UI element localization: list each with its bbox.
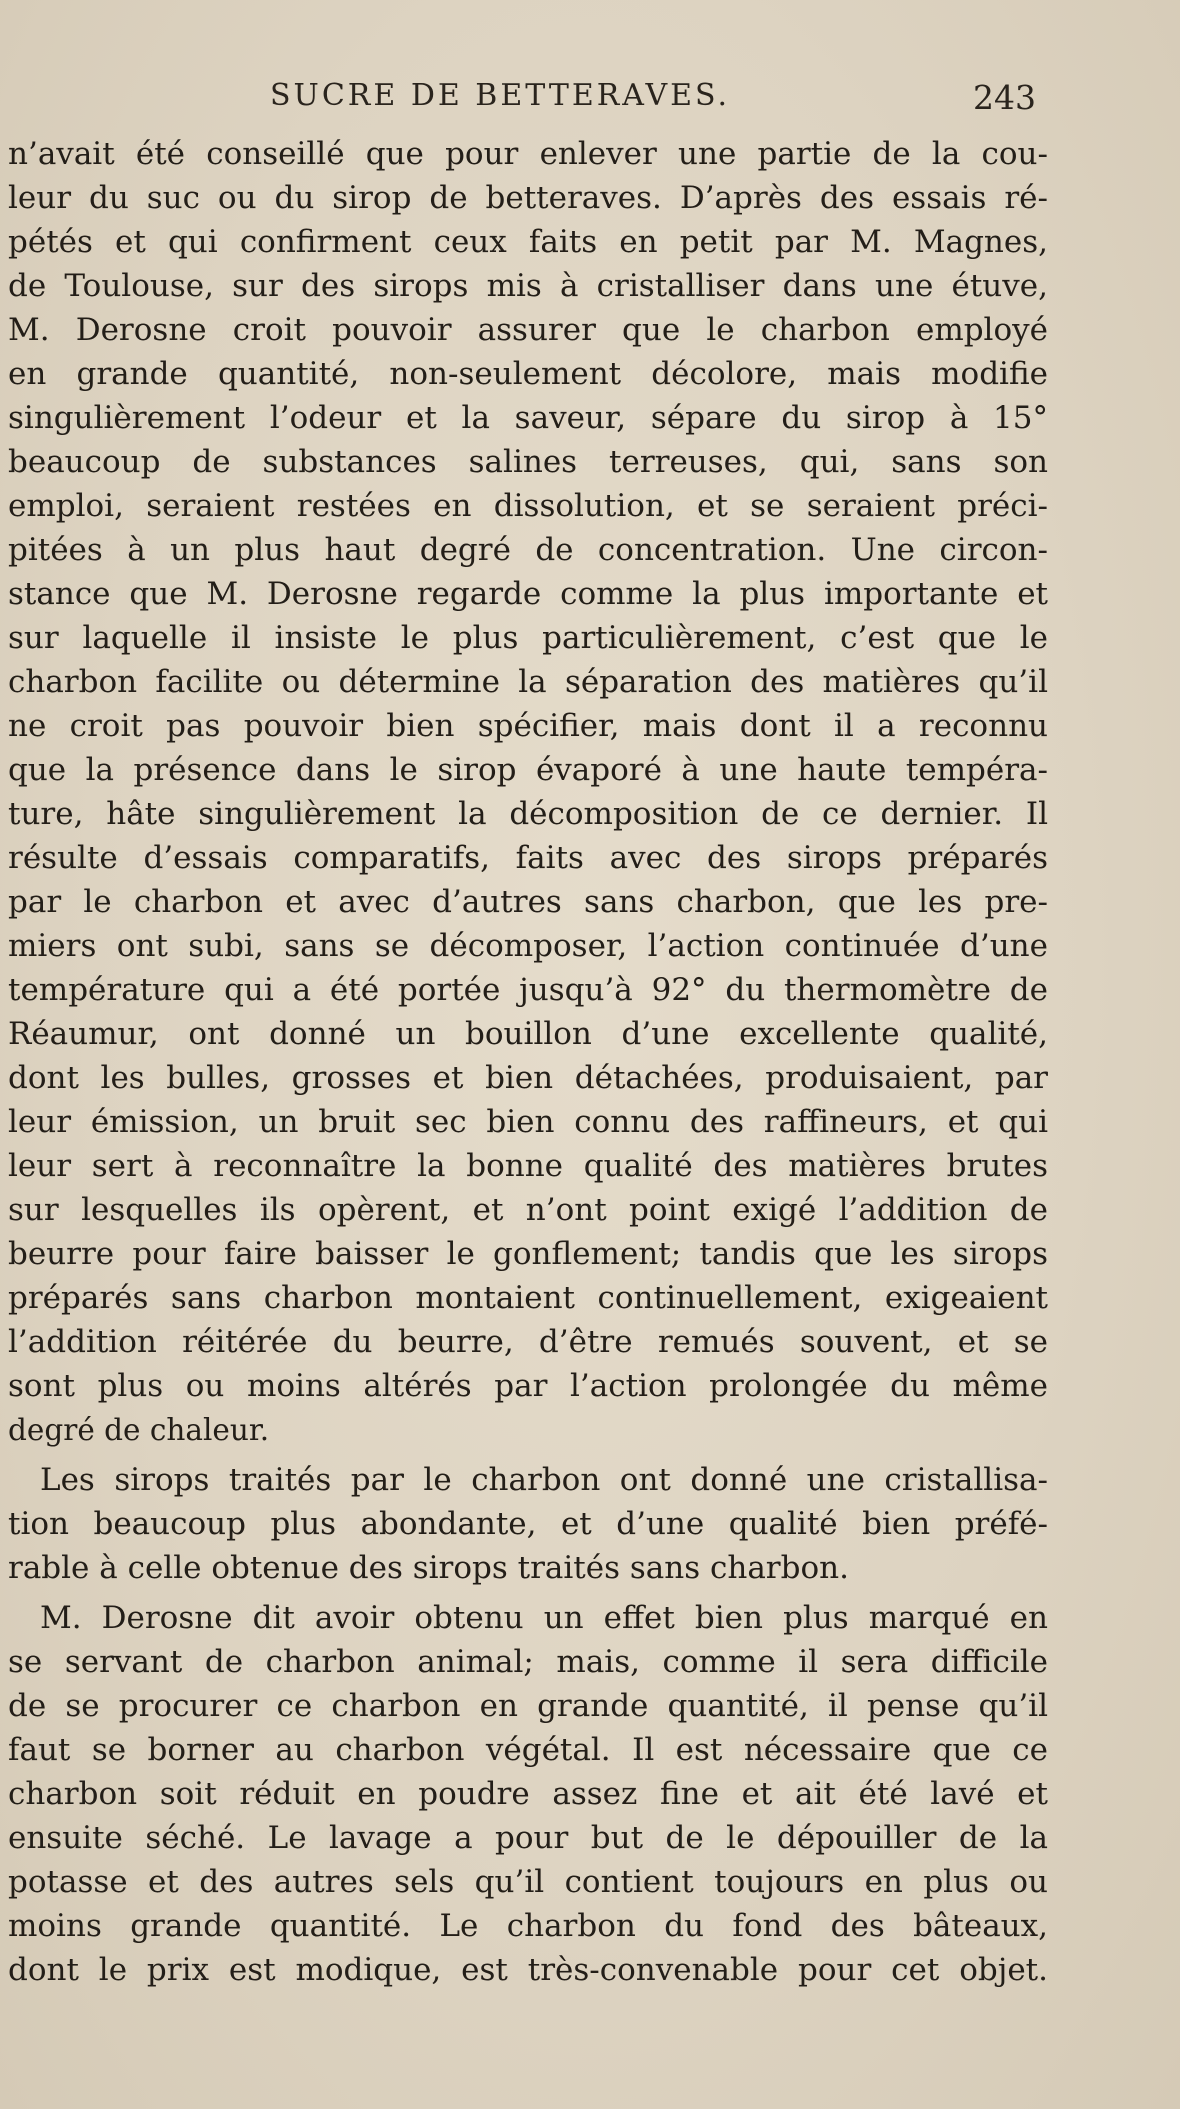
text-line: Les sirops traités par le charbon ont donné une cristallisa-: [40, 1462, 1048, 1498]
text-line: n’avait été conseillé que pour enlever une partie de la cou-: [8, 136, 1048, 172]
text-line: ture, hâte singulièrement la décomposition de ce dernier. Il: [8, 796, 1048, 832]
text-line: sont plus ou moins altérés par l’action prolongée du même: [8, 1368, 1048, 1404]
text-line: beaucoup de substances salines terreuses, qui, sans son: [8, 444, 1048, 480]
page-number: 243: [973, 78, 1036, 117]
text-line: singulièrement l’odeur et la saveur, sépare du sirop à 15°: [8, 400, 1048, 436]
text-line: moins grande quantité. Le charbon du fond des bâteaux,: [8, 1908, 1048, 1944]
text-line: de Toulouse, sur des sirops mis à cristalliser dans une étuve,: [8, 268, 1048, 304]
text-line: leur émission, un bruit sec bien connu des raffineurs, et qui: [8, 1104, 1048, 1140]
text-line: que la présence dans le sirop évaporé à une haute tempéra-: [8, 752, 1048, 788]
text-line: se servant de charbon animal; mais, comme il sera difficile: [8, 1644, 1048, 1680]
text-line: miers ont subi, sans se décomposer, l’action continuée d’une: [8, 928, 1048, 964]
text-line: rable à celle obtenue des sirops traités sans charbon.: [8, 1550, 849, 1586]
text-line: par le charbon et avec d’autres sans charbon, que les pre-: [8, 884, 1048, 920]
text-line: ne croit pas pouvoir bien spécifier, mais dont il a reconnu: [8, 708, 1048, 744]
text-line: charbon soit réduit en poudre assez fine et ait été lavé et: [8, 1776, 1048, 1812]
text-line: dont les bulles, grosses et bien détachées, produisaient, par: [8, 1060, 1048, 1096]
text-line: leur du suc ou du sirop de betteraves. D’après des essais ré-: [8, 180, 1048, 216]
text-line: préparés sans charbon montaient continuellement, exigeaient: [8, 1280, 1048, 1316]
text-line: de se procurer ce charbon en grande quantité, il pense qu’il: [8, 1688, 1048, 1724]
text-line: beurre pour faire baisser le gonflement; tandis que les sirops: [8, 1236, 1048, 1272]
text-line: charbon facilite ou détermine la séparation des matières qu’il: [8, 664, 1048, 700]
text-line: ensuite séché. Le lavage a pour but de le dépouiller de la: [8, 1820, 1048, 1856]
text-line: potasse et des autres sels qu’il contient toujours en plus ou: [8, 1864, 1048, 1900]
text-line: sur lesquelles ils opèrent, et n’ont point exigé l’addition de: [8, 1192, 1048, 1228]
text-line: emploi, seraient restées en dissolution, et se seraient préci-: [8, 488, 1048, 524]
text-line: Réaumur, ont donné un bouillon d’une excellente qualité,: [8, 1016, 1048, 1052]
running-title: SUCRE DE BETTERAVES.: [270, 78, 731, 113]
text-line: stance que M. Derosne regarde comme la plus importante et: [8, 576, 1048, 612]
text-line: dont le prix est modique, est très-convenable pour cet objet.: [8, 1952, 1048, 1988]
text-line: M. Derosne croit pouvoir assurer que le charbon employé: [8, 312, 1048, 348]
text-line: tion beaucoup plus abondante, et d’une qualité bien préfé-: [8, 1506, 1048, 1542]
text-line: en grande quantité, non-seulement décolore, mais modifie: [8, 356, 1048, 392]
text-line: pitées à un plus haut degré de concentration. Une circon-: [8, 532, 1048, 568]
text-line: l’addition réitérée du beurre, d’être remués souvent, et se: [8, 1324, 1048, 1360]
text-line: température qui a été portée jusqu’à 92° du thermomètre de: [8, 972, 1048, 1008]
text-line: résulte d’essais comparatifs, faits avec des sirops préparés: [8, 840, 1048, 876]
text-line: degré de chaleur.: [8, 1413, 270, 1447]
text-line: faut se borner au charbon végétal. Il est nécessaire que ce: [8, 1732, 1048, 1768]
text-line: sur laquelle il insiste le plus particulièrement, c’est que le: [8, 620, 1048, 656]
text-line: leur sert à reconnaître la bonne qualité des matières brutes: [8, 1148, 1048, 1184]
text-line: pétés et qui confirment ceux faits en petit par M. Magnes,: [8, 224, 1048, 260]
text-line: M. Derosne dit avoir obtenu un effet bien plus marqué en: [40, 1600, 1048, 1636]
